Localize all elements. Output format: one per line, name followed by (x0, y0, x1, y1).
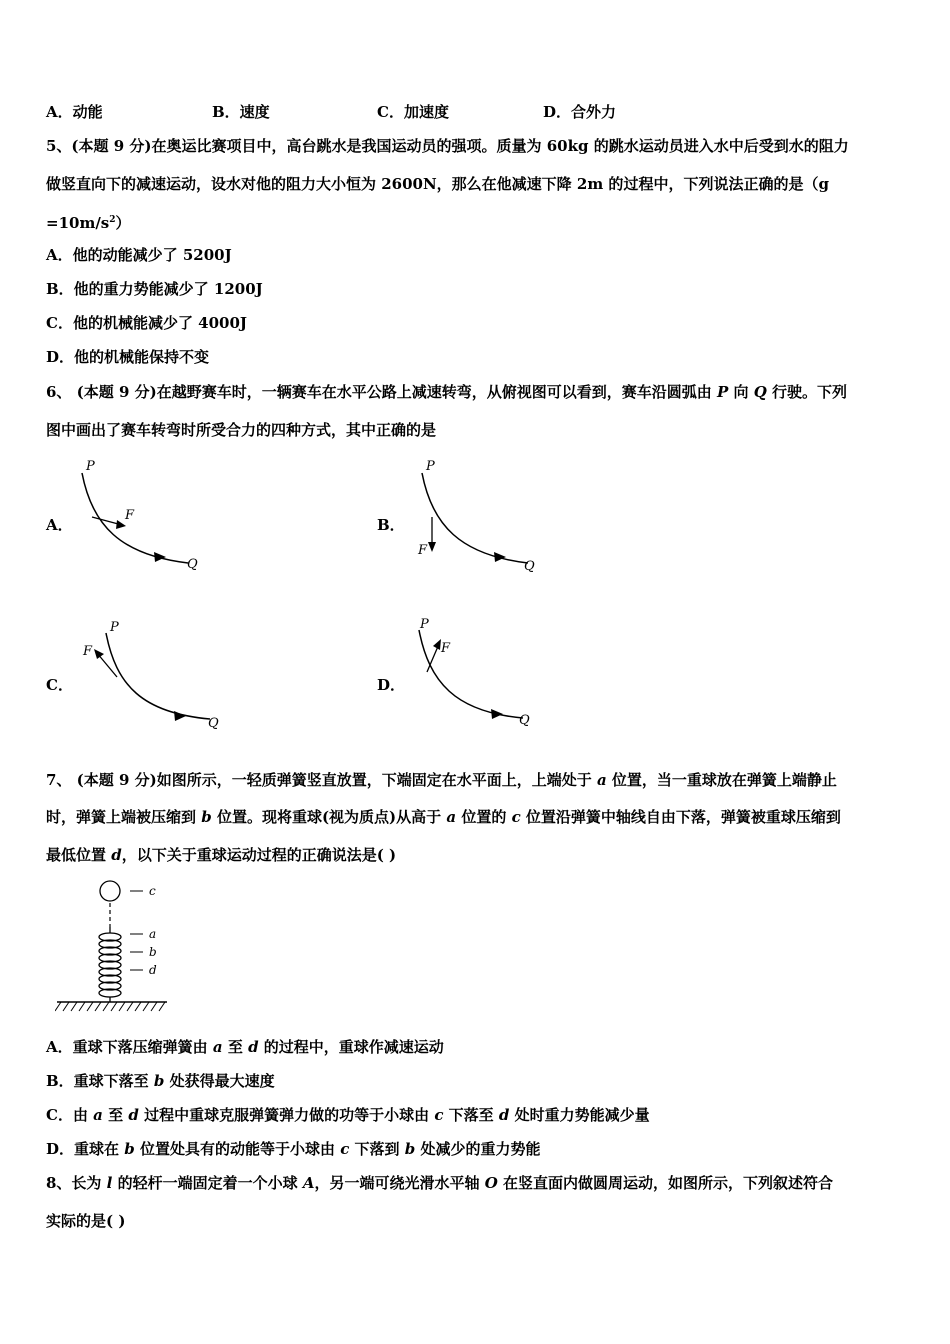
q7-l1-b: 位置，当一重球放在弹簧上端静止 (606, 771, 837, 789)
q7-l1-a: 7、 (本题 9 分)如图所示，一轻质弹簧竖直放置，下端固定在水平面上，上端处于 (46, 771, 597, 789)
q7-spring-diagram (55, 875, 175, 1020)
q7-label-d: d (149, 963, 157, 977)
q7-l2-b: 位置。现将重球(视为质点)从高于 (211, 808, 447, 826)
q8-l1-2: 的轻杆一端固定着一个小球 (112, 1174, 303, 1192)
q6-diagram-a (70, 455, 210, 580)
q7-l3-var: d (111, 846, 122, 864)
q7-stem-line3 (46, 845, 396, 865)
q5-g-exponent: 2 (109, 215, 116, 225)
q6-diagram-c (80, 615, 225, 740)
q7-oc-v4: d (498, 1106, 510, 1124)
q7-label-c: c (149, 884, 156, 898)
q5-stem-line1: 5、(本题 9 分)在奥运比赛项目中，高台跳水是我国运动员的强项。质量为 60kg 的跳水运动员进入水中后受到水的阻力 (46, 137, 849, 155)
q7-option-c (46, 1105, 650, 1125)
q7-l2-c: 位置的 (456, 808, 512, 826)
q7-oc-2: 至 (102, 1106, 129, 1124)
q6-var-p: P (716, 383, 729, 401)
q7-option-a (46, 1037, 444, 1057)
q5-option-b: B．他的重力势能减少了 1200J (46, 280, 263, 298)
q6-diagram-b-label-p: P (426, 459, 435, 474)
q7-stem-line2 (46, 807, 841, 827)
q6-diagram-d (405, 612, 545, 737)
q7-option-d (46, 1139, 541, 1159)
q6-option-a-label: A． (46, 516, 73, 534)
q4-option-d: D．合外力 (543, 103, 617, 121)
q6-diagram-d-direction-arrow (491, 709, 503, 719)
q7-l2-a: 时，弹簧上端被压缩到 (46, 808, 202, 826)
q5-option-a: A．他的动能减少了 5200J (46, 246, 232, 264)
q7-l2-v3: c (511, 808, 521, 826)
q7-oa-3: 的过程中，重球作减速运动 (258, 1038, 444, 1056)
q6-diagram-a-label-p: P (86, 459, 95, 474)
q7-spring-coil (99, 927, 121, 1002)
q7-oa-2: 至 (222, 1038, 249, 1056)
q7-ob-1: B．重球下落至 (46, 1072, 154, 1090)
q6-diagram-b (410, 455, 550, 580)
q4-option-c: C．加速度 (377, 103, 449, 121)
q8-l1-3: ，另一端可绕光滑水平轴 (314, 1174, 485, 1192)
q7-oa-v2: d (248, 1038, 259, 1056)
q7-oc-v1: a (93, 1106, 103, 1124)
q7-l1-var: a (596, 771, 607, 789)
q7-oc-1: C．由 (46, 1106, 94, 1124)
q5-g-close: ） (115, 214, 131, 232)
q7-od-4: 处减少的重力势能 (415, 1140, 541, 1158)
q7-l2-d: 位置沿弹簧中轴线自由下落，弹簧被重球压缩到 (520, 808, 841, 826)
q7-oa-1: A．重球下落压缩弹簧由 (46, 1038, 213, 1056)
q8-l1-v1: l (106, 1174, 113, 1192)
q6-var-q: Q (753, 383, 767, 401)
q6-diagram-c-label-q: Q (208, 716, 219, 731)
q7-od-v3: b (404, 1140, 416, 1158)
q6-diagram-b-force-arrow (428, 542, 436, 552)
q5-option-c: C．他的机械能减少了 4000J (46, 314, 248, 332)
q8-stem-line1 (46, 1173, 833, 1193)
q8-l1-4: 在竖直面内做圆周运动，如图所示，下列叙述符合 (497, 1174, 834, 1192)
q6-diagram-d-label-q: Q (519, 713, 530, 728)
q6-diagram-c-force-arrow (94, 649, 104, 659)
q7-oc-4: 下落至 (443, 1106, 499, 1124)
q6-text-b: 向 (728, 383, 754, 401)
q6-diagram-d-label-f: F (441, 641, 451, 656)
q6-diagram-c-label-p: P (110, 620, 119, 635)
q6-diagram-b-direction-arrow (494, 552, 506, 562)
q5-stem-line3 (46, 210, 131, 233)
q7-label-a: a (149, 927, 157, 941)
q7-l2-v1: b (201, 808, 212, 826)
q6-diagram-c-label-f: F (83, 644, 93, 659)
q4-option-b: B．速度 (212, 103, 270, 121)
q6-diagram-a-direction-arrow (154, 552, 166, 562)
q7-l3-b: ，以下关于重球运动过程的正确说法是( ) (121, 846, 397, 864)
q7-label-b: b (149, 945, 157, 959)
q8-l1-v3: O (484, 1174, 498, 1192)
q7-oc-5: 处时重力势能减少量 (509, 1106, 650, 1124)
q6-diagram-c-direction-arrow (174, 711, 186, 721)
q8-l1-1: 8、长为 (46, 1174, 107, 1192)
q7-od-v2: c (340, 1140, 350, 1158)
q8-l1-v2: A (302, 1174, 315, 1192)
q6-diagram-a-label-q: Q (187, 557, 198, 572)
q7-oa-v1: a (212, 1038, 223, 1056)
q7-ball (100, 881, 120, 901)
q7-l2-v2: a (446, 808, 457, 826)
q7-stem-line1 (46, 770, 837, 790)
q6-option-b-label: B． (377, 516, 405, 534)
q5-option-d: D．他的机械能保持不变 (46, 348, 210, 366)
q7-od-3: 下落到 (349, 1140, 405, 1158)
q7-od-2: 位置处具有的动能等于小球由 (134, 1140, 341, 1158)
q7-ob-v1: b (153, 1072, 165, 1090)
q6-text-a: 6、 (本题 9 分)在越野赛车时，一辆赛车在水平公路上减速转弯，从俯视图可以看到，赛车沿圆弧由 (46, 383, 717, 401)
q6-option-c-label: C． (46, 676, 73, 694)
q5-g-value: =10m/s (46, 214, 110, 232)
q7-option-b (46, 1071, 275, 1091)
q7-ground-hatch (55, 1002, 165, 1011)
q8-stem-line2: 实际的是( ) (46, 1212, 126, 1230)
q6-diagram-b-label-q: Q (524, 559, 535, 574)
q7-od-v1: b (124, 1140, 135, 1158)
q6-diagram-d-label-p: P (420, 617, 429, 632)
q6-diagram-a-label-f: F (125, 508, 135, 523)
q6-stem-line2: 图中画出了赛车转弯时所受合力的四种方式，其中正确的是 (46, 421, 437, 439)
q7-l3-a: 最低位置 (46, 846, 112, 864)
q7-oc-v3: c (434, 1106, 444, 1124)
q6-option-d-label: D． (377, 676, 406, 694)
q4-option-a: A．动能 (46, 103, 103, 121)
q6-diagram-b-label-f: F (418, 543, 428, 558)
q7-od-1: D．重球在 (46, 1140, 125, 1158)
q7-oc-v2: d (128, 1106, 139, 1124)
q6-stem-line1 (46, 382, 847, 402)
q7-ob-2: 处获得最大速度 (164, 1072, 275, 1090)
q6-text-c: 行驶。下列 (766, 383, 848, 401)
q7-oc-3: 过程中重球克服弹簧弹力做的功等于小球由 (138, 1106, 435, 1124)
q5-stem-line2: 做竖直向下的减速运动，设水对他的阻力大小恒为 2600N，那么在他减速下降 2m 的过程中，下列说法正确的是（g (46, 175, 829, 193)
